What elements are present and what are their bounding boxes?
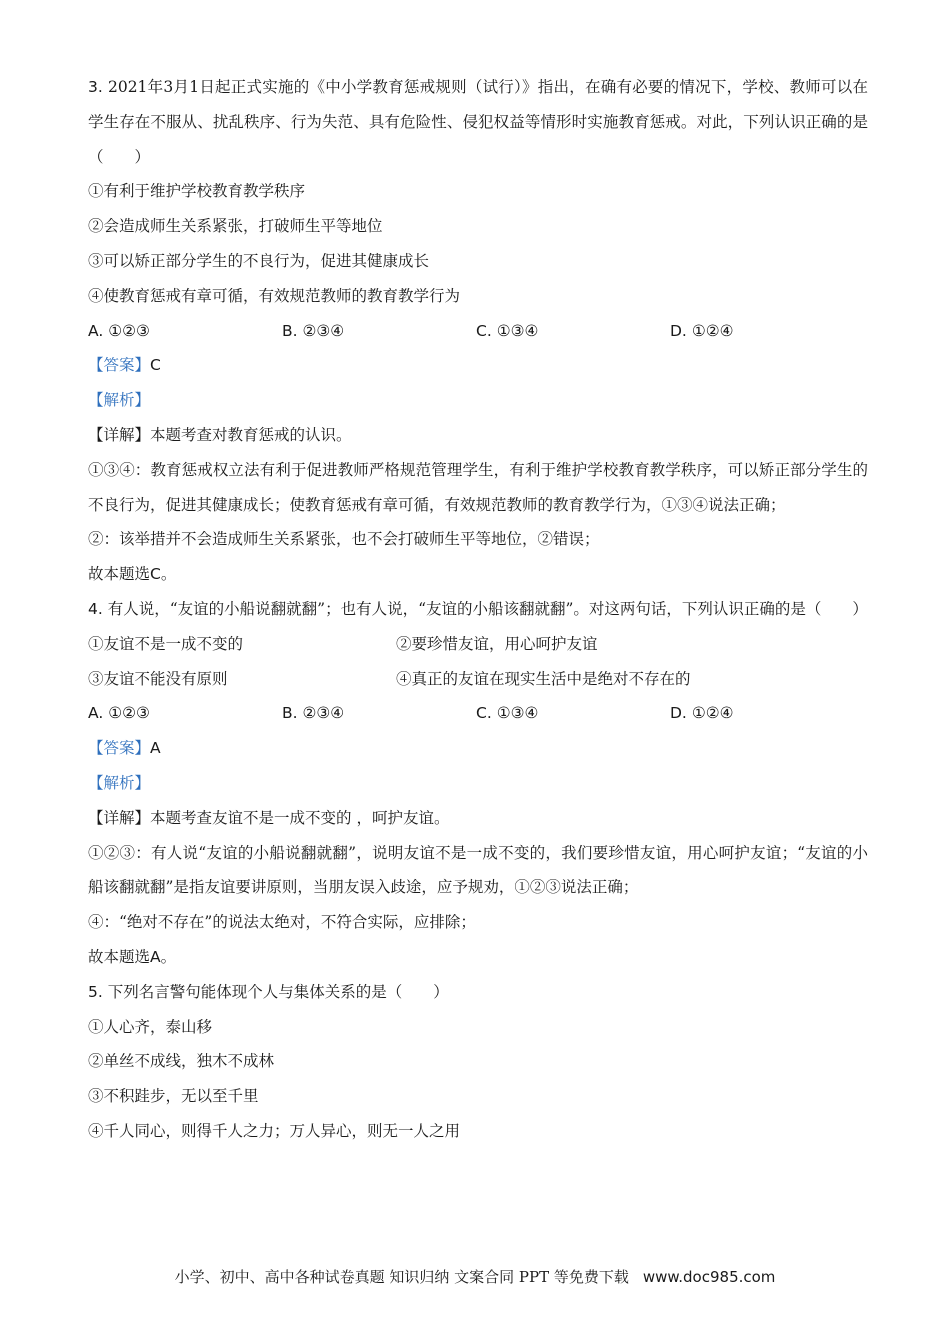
detail-text: 本题考查对教育惩戒的认识。 bbox=[150, 425, 352, 444]
question-4-option-a: A. ①②③ bbox=[88, 704, 150, 723]
question-3-number: 3. bbox=[88, 78, 103, 96]
question-4-item-2: ②要珍惜友谊，用心呵护友谊 bbox=[396, 634, 598, 653]
question-4-items-row-1 bbox=[88, 627, 868, 662]
question-3-item-2: ②会造成师生关系紧张，打破师生平等地位 bbox=[88, 217, 383, 236]
question-4-explain-2: ④：“绝对不存在”的说法太绝对，不符合实际，应排除； bbox=[88, 913, 476, 932]
question-4-explain-1: ①②③：有人说“友谊的小船说翻就翻”，说明友谊不是一成不变的，我们要珍惜友谊，用心呵护友谊；“友谊的小船该翻就翻”是指友谊要讲原则，当朋友误入歧途，应予规劝，①②③说法正确； bbox=[88, 843, 868, 897]
detail-tag: 【详解】 bbox=[88, 808, 151, 827]
question-5-item-3: ③不积跬步，无以至千里 bbox=[88, 1087, 259, 1106]
question-3-explain-2: ②：该举措并不会造成师生关系紧张，也不会打破师生平等地位，②错误； bbox=[88, 530, 600, 549]
question-5-stem-text: 下列名言警句能体现个人与集体关系的是（ ） bbox=[107, 982, 449, 1001]
question-3-answer bbox=[88, 348, 868, 383]
question-5-number: 5. bbox=[88, 982, 103, 1001]
question-3-option-d: D. ①②④ bbox=[670, 321, 734, 340]
answer-value: C bbox=[150, 356, 161, 375]
question-3-stem-text: 2021年3月1日起正式实施的《中小学教育惩戒规则（试行）》指出，在确有必要的情况下，学校、教师可以在学生存在不服从、扰乱秩序、行为失范、具有危险性、侵犯权益等情形时实施教育惩戒。对此，下列认识正确的是（ ） bbox=[88, 78, 868, 166]
question-5-item-1: ①人心齐，泰山移 bbox=[88, 1017, 213, 1036]
question-4-option-d: D. ①②④ bbox=[670, 704, 734, 723]
detail-text: 本题考查友谊不是一成不变的 ，呵护友谊。 bbox=[150, 808, 450, 827]
document-page bbox=[88, 70, 868, 1149]
question-3-detail bbox=[88, 418, 868, 453]
question-4-detail bbox=[88, 801, 868, 836]
question-5-item-4: ④千人同心，则得千人之力；万人异心，则无一人之用 bbox=[88, 1121, 461, 1140]
question-4-item-4: ④真正的友谊在现实生活中是绝对不存在的 bbox=[396, 669, 691, 688]
question-3-explain-1: ①③④：教育惩戒权立法有利于促进教师严格规范管理学生，有利于维护学校教育教学秩序，可以矫正部分学生的不良行为，促进其健康成长；使教育惩戒有章可循，有效规范教师的教育教学行为，①③④说法正确； bbox=[88, 460, 868, 514]
question-3-item-1: ①有利于维护学校教育教学秩序 bbox=[88, 182, 306, 201]
question-4-answer bbox=[88, 731, 868, 766]
page-footer bbox=[0, 1266, 950, 1287]
question-5-stem bbox=[88, 975, 868, 1010]
question-3-option-a: A. ①②③ bbox=[88, 321, 150, 340]
question-3-stem bbox=[88, 70, 868, 174]
question-4-analysis bbox=[88, 766, 868, 801]
question-3-item-4: ④使教育惩戒有章可循，有效规范教师的教育教学行为 bbox=[88, 286, 461, 305]
question-4-conclusion: 故本题选A。 bbox=[88, 947, 177, 966]
question-4-item-1: ①友谊不是一成不变的 bbox=[88, 634, 244, 653]
question-4-options bbox=[88, 696, 868, 731]
question-4-option-b: B. ②③④ bbox=[282, 704, 345, 723]
question-4-option-c: C. ①③④ bbox=[476, 704, 539, 723]
analysis-tag: 【解析】 bbox=[88, 773, 151, 792]
analysis-tag: 【解析】 bbox=[88, 391, 151, 410]
question-4-items-row-2 bbox=[88, 662, 868, 697]
answer-value: A bbox=[150, 739, 161, 758]
footer-link[interactable]: www.doc985.com bbox=[642, 1268, 776, 1286]
question-3-item-3: ③可以矫正部分学生的不良行为，促进其健康成长 bbox=[88, 251, 430, 270]
question-4-stem bbox=[88, 592, 868, 627]
question-4-item-3: ③友谊不能没有原则 bbox=[88, 669, 228, 688]
question-3-options bbox=[88, 314, 868, 349]
question-4-number: 4. bbox=[88, 599, 103, 618]
question-5-item-2: ②单丝不成线，独木不成林 bbox=[88, 1052, 275, 1071]
question-3-option-b: B. ②③④ bbox=[282, 321, 345, 340]
detail-tag: 【详解】 bbox=[88, 425, 151, 444]
question-3-conclusion: 故本题选C。 bbox=[88, 565, 177, 584]
answer-tag: 【答案】 bbox=[88, 356, 151, 375]
answer-tag: 【答案】 bbox=[88, 739, 151, 758]
question-4-stem-text: 有人说，“友谊的小船说翻就翻”；也有人说，“友谊的小船该翻就翻”。对这两句话，下列认识正确的是（ ） bbox=[107, 599, 868, 618]
question-3-option-c: C. ①③④ bbox=[476, 321, 539, 340]
footer-text: 小学、初中、高中各种试卷真题 知识归纳 文案合同 PPT 等免费下载 bbox=[174, 1268, 629, 1286]
question-3-analysis bbox=[88, 383, 868, 418]
